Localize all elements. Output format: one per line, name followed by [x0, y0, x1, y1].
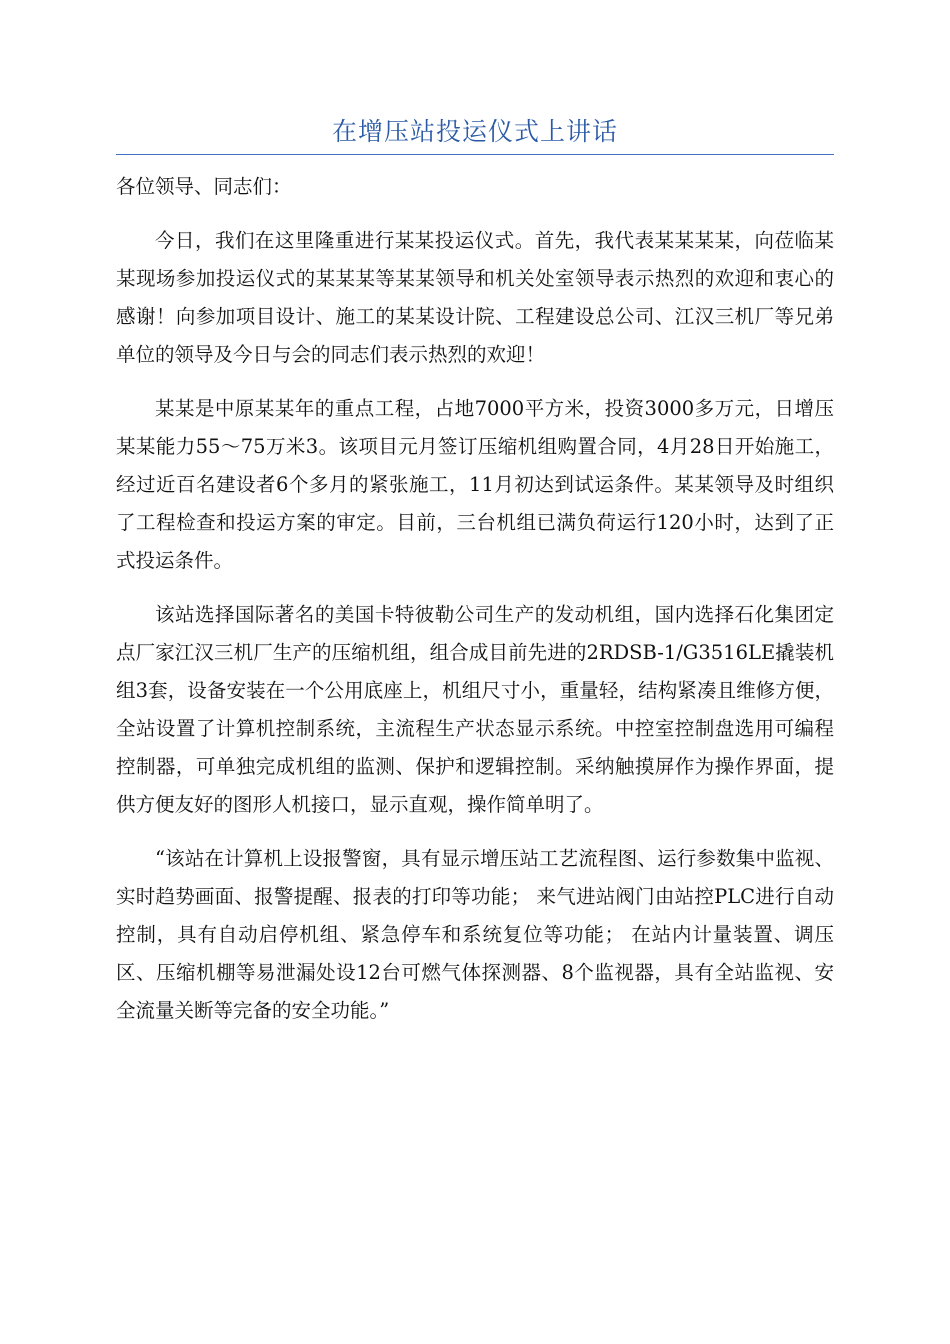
- paragraph-welcome: 今日，我们在这里隆重进行某某投运仪式。首先，我代表某某某某，向莅临某某现场参加投运仪式的某某某等某某领导和机关处室领导表示热烈的欢迎和衷心的感谢！向参加项目设计、施工的某某设计院、工程建设总公司、江汉三机厂等兄弟单位的领导及今日与会的同志们表示热烈的欢迎！: [116, 229, 834, 366]
- document-title: 在增压站投运仪式上讲话: [331, 117, 618, 146]
- paragraph-equipment: 该站选择国际著名的美国卡特彼勒公司生产的发动机组，国内选择石化集团定点厂家江汉三机厂生产的压缩机组，组合成目前先进的2RDSB-1/G3516LE撬装机组3套，设备安装在一个公用底座上，机组尺寸小，重量轻，结构紧凑且维修方便，全站设置了计算机控制系统，主流程生产状态显示系统。中控室控制盘选用可编程控制器，可单独完成机组的监测、保护和逻辑控制。采纳触摸屏作为操作界面，提供方便友好的图形人机接口，显示直观，操作简单明了。: [116, 603, 834, 816]
- paragraph-control-system: “该站在计算机上设报警窗，具有显示增压站工艺流程图、运行参数集中监视、实时趋势画面、报警提醒、报表的打印等功能； 来气进站阀门由站控PLC进行自动控制，具有自动启停机组、紧急停车和系统复位等功能； 在站内计量装置、调压区、压缩机棚等易泄漏处设12台可燃气体探测器、8个监视器，具有全站监视、安全流量关断等完备的安全功能。”: [116, 847, 834, 1022]
- paragraph-project-overview: 某某是中原某某年的重点工程，占地7000平方米，投资3000多万元，日增压某某能力55～75万米3。该项目元月签订压缩机组购置合同，4月28日开始施工，经过近百名建设者6个多月的紧张施工，11月初达到试运条件。某某领导及时组织了工程检查和投运方案的审定。目前，三台机组已满负荷运行120小时，达到了正式投运条件。: [116, 397, 834, 572]
- title-underline: [116, 154, 834, 155]
- document-body: [116, 168, 834, 1046]
- greeting: 各位领导、同志们：: [116, 175, 292, 198]
